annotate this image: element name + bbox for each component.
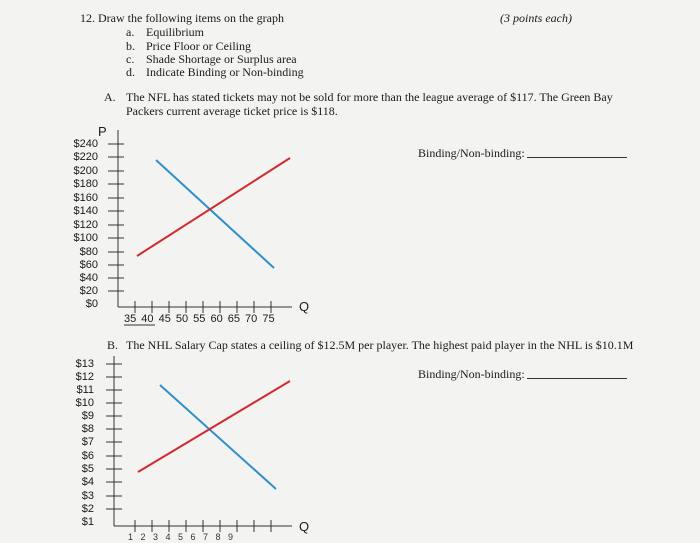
part-b-y-label: $2 [81, 503, 94, 515]
part-b-y-label: $1 [81, 516, 94, 528]
part-b-y-label: $9 [81, 410, 94, 422]
item-text: Shade Shortage or Surplus area [146, 52, 297, 66]
part-a-label: A. [104, 90, 116, 104]
part-a-axes [108, 130, 292, 313]
part-a-y-ticks [108, 144, 124, 291]
part-a-text-line2: Packers current average ticket price is $118. [126, 104, 338, 118]
part-a-y-label: $100 [73, 232, 98, 244]
part-a-y-label: $200 [73, 165, 98, 177]
item-text: Equilibrium [146, 25, 204, 39]
part-b-x-labels: 1 2 3 4 5 6 7 8 9 [128, 532, 234, 542]
part-a-y-label: $0 [85, 298, 98, 310]
part-b-y-label: $6 [81, 450, 94, 462]
part-b-label: B. [107, 338, 119, 352]
part-b-axes [106, 356, 292, 532]
part-b-y-label: $7 [81, 436, 94, 448]
part-a-y-label: $160 [73, 192, 98, 204]
part-a-y-label: $180 [73, 178, 98, 190]
part-b-y-label: $11 [76, 384, 94, 396]
part-b-y-label: $10 [75, 397, 94, 409]
part-a-y-label: $220 [73, 151, 98, 163]
part-a-x-labels: 35 40 45 50 55 60 65 70 75 [124, 313, 275, 325]
part-a-y-label: $140 [73, 205, 98, 217]
part-b-text-line1: The NHL Salary Cap states a ceiling of $12.5M per player. The highest paid player in the NHL is $10.1M [126, 338, 634, 352]
part-a-supply-line [137, 158, 290, 256]
part-a-text-line1: The NFL has stated tickets may not be sold for more than the league average of $117. The Green Bay [126, 90, 613, 104]
item-text: Price Floor or Ceiling [146, 39, 251, 53]
part-b-y-label: $12 [75, 371, 94, 383]
part-a-binding-label: Binding/Non-binding: [418, 146, 525, 160]
part-a-axis-p-label: P [98, 124, 107, 139]
part-b-supply-line [138, 381, 290, 472]
part-b-y-label: $4 [81, 476, 94, 488]
part-a-demand-line [156, 160, 274, 268]
part-a-y-label: $120 [73, 219, 98, 231]
part-b-y-label: $5 [81, 463, 94, 475]
part-b-binding-label: Binding/Non-binding: [418, 367, 525, 381]
part-b-y-label: $3 [81, 490, 94, 502]
part-b-axis-q-label: Q [299, 519, 310, 534]
part-a-y-label: $40 [79, 272, 98, 284]
part-a-y-label: $60 [79, 259, 98, 271]
item-letter: b. [126, 39, 135, 53]
part-a-y-label: $20 [79, 285, 98, 297]
item-letter: d. [126, 65, 135, 79]
part-a-y-label: $80 [79, 246, 98, 258]
question-title: 12. Draw the following items on the graph [80, 11, 284, 25]
points-note: (3 points each) [500, 11, 572, 25]
part-a-y-label: $240 [73, 138, 98, 150]
item-text: Indicate Binding or Non-binding [146, 65, 304, 79]
item-letter: a. [126, 25, 135, 39]
part-a-axis-q-label: Q [299, 299, 310, 314]
part-b-y-label: $13 [75, 358, 94, 370]
item-letter: c. [126, 52, 135, 66]
part-b-y-label: $8 [81, 423, 94, 435]
